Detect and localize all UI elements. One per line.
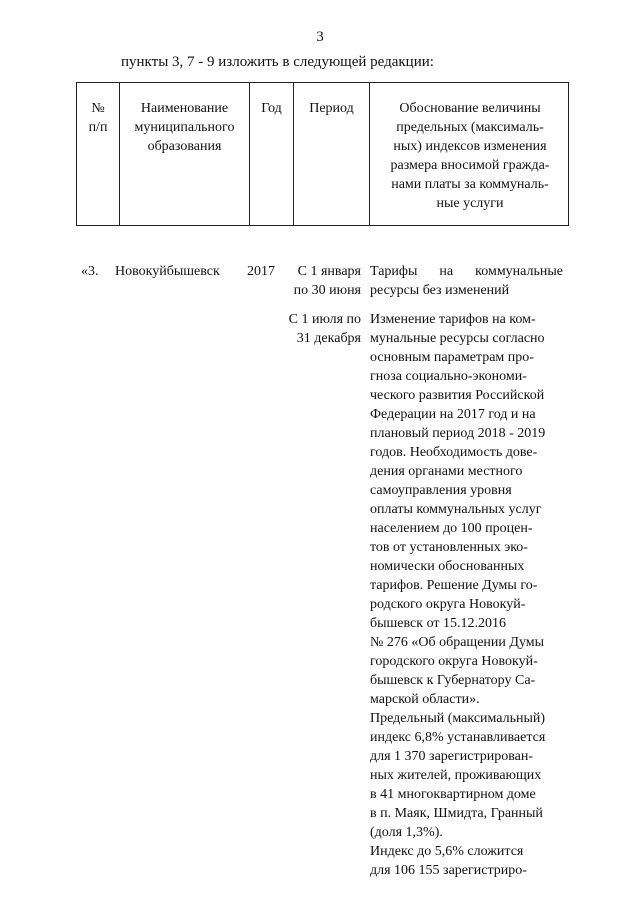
basis-line: индекс 6,8% устанавливается (370, 730, 546, 745)
header-col-municipality-line: муниципального (134, 120, 235, 135)
basis-line: Индекс до 5,6% сложится (370, 844, 524, 859)
period-first-half (285, 262, 361, 300)
basis-first-half (370, 262, 563, 300)
header-col-year-line: Год (261, 101, 282, 116)
basis-line: в п. Маяк, Шмидта, Гранный (370, 806, 543, 821)
header-col-municipality (120, 83, 250, 225)
basis-line: тов от установленных эко- (370, 540, 528, 555)
header-col-municipality-line: Наименование (140, 101, 229, 116)
header-col-basis-line: ных) индексов изменения (393, 139, 547, 154)
header-col-number (77, 83, 120, 225)
basis-line: марской области». (370, 692, 480, 707)
basis-line: дения органами местного (370, 464, 523, 479)
basis-line: бышевск к Губернатору Са- (370, 673, 536, 688)
header-col-period (294, 83, 370, 225)
basis-word: на (439, 264, 454, 279)
header-col-number-line: п/п (88, 120, 108, 135)
header-col-basis-line: Обоснование величины (399, 101, 541, 116)
row-number: «3. (81, 264, 99, 279)
header-col-municipality-line: образования (147, 139, 222, 154)
header-col-basis-line: ные услуги (436, 196, 504, 211)
basis-second-half (370, 310, 563, 880)
header-col-year (250, 83, 294, 225)
basis-line: ных жителей, проживающих (370, 768, 542, 783)
header-col-basis-line: нами платы за коммуналь- (391, 177, 549, 192)
basis-line: городского округа Новокуй- (370, 654, 538, 669)
basis-line: номически обоснованных (370, 559, 525, 574)
period-line: С 1 января (297, 264, 361, 279)
basis-line: для 1 370 зарегистрирован- (370, 749, 534, 764)
period-line: С 1 июля по (288, 312, 361, 327)
page-number: 3 (316, 29, 324, 45)
header-col-basis-line: предельных (максималь- (396, 120, 544, 135)
header-col-basis-line: размера вносимой гражда- (390, 158, 550, 173)
period-line: 31 декабря (296, 331, 361, 346)
row-year: 2017 (247, 264, 275, 279)
header-col-period-line: Период (309, 101, 354, 116)
basis-line: плановый период 2018 - 2019 (370, 426, 546, 441)
basis-line: (доля 1,3%). (370, 825, 443, 840)
basis-line: в 41 многоквартирном доме (370, 787, 536, 802)
basis-line: Предельный (максимальный) (370, 711, 546, 726)
basis-line: оплаты коммунальных услуг (370, 502, 542, 517)
basis-line: Федерации на 2017 год и на (370, 407, 536, 422)
basis-line: основным параметрам про- (370, 350, 534, 365)
basis-line: ресурсы без изменений (370, 283, 510, 298)
basis-line: гноза социально-экономи- (370, 369, 527, 384)
period-line: по 30 июня (293, 283, 361, 298)
basis-line: тарифов. Решение Думы го- (370, 578, 538, 593)
basis-word: коммунальные (475, 264, 563, 279)
basis-line: годов. Необходимость дове- (370, 445, 538, 460)
basis-line: Изменение тарифов на ком- (370, 312, 536, 327)
basis-word: Тарифы (370, 264, 418, 279)
row-municipality: Новокуйбышевск (115, 264, 220, 279)
basis-line: бышевск от 15.12.2016 (370, 616, 507, 631)
header-col-number-line: № (91, 101, 105, 116)
table-header (76, 82, 569, 226)
basis-line: ческого развития Российской (370, 388, 545, 403)
basis-line: родского округа Новокуй- (370, 597, 526, 612)
basis-line: населением до 100 процен- (370, 521, 533, 536)
period-second-half (285, 310, 361, 348)
basis-line: № 276 «Об обращении Думы (370, 635, 545, 650)
basis-line: самоуправления уровня (370, 483, 512, 498)
basis-line: для 106 155 зарегистриро- (370, 863, 527, 878)
basis-line: мунальные ресурсы согласно (370, 331, 545, 346)
header-col-basis (370, 83, 570, 225)
basis-first-line (370, 262, 563, 281)
intro-text: пункты 3, 7 - 9 изложить в следующей редакции: (121, 54, 434, 70)
